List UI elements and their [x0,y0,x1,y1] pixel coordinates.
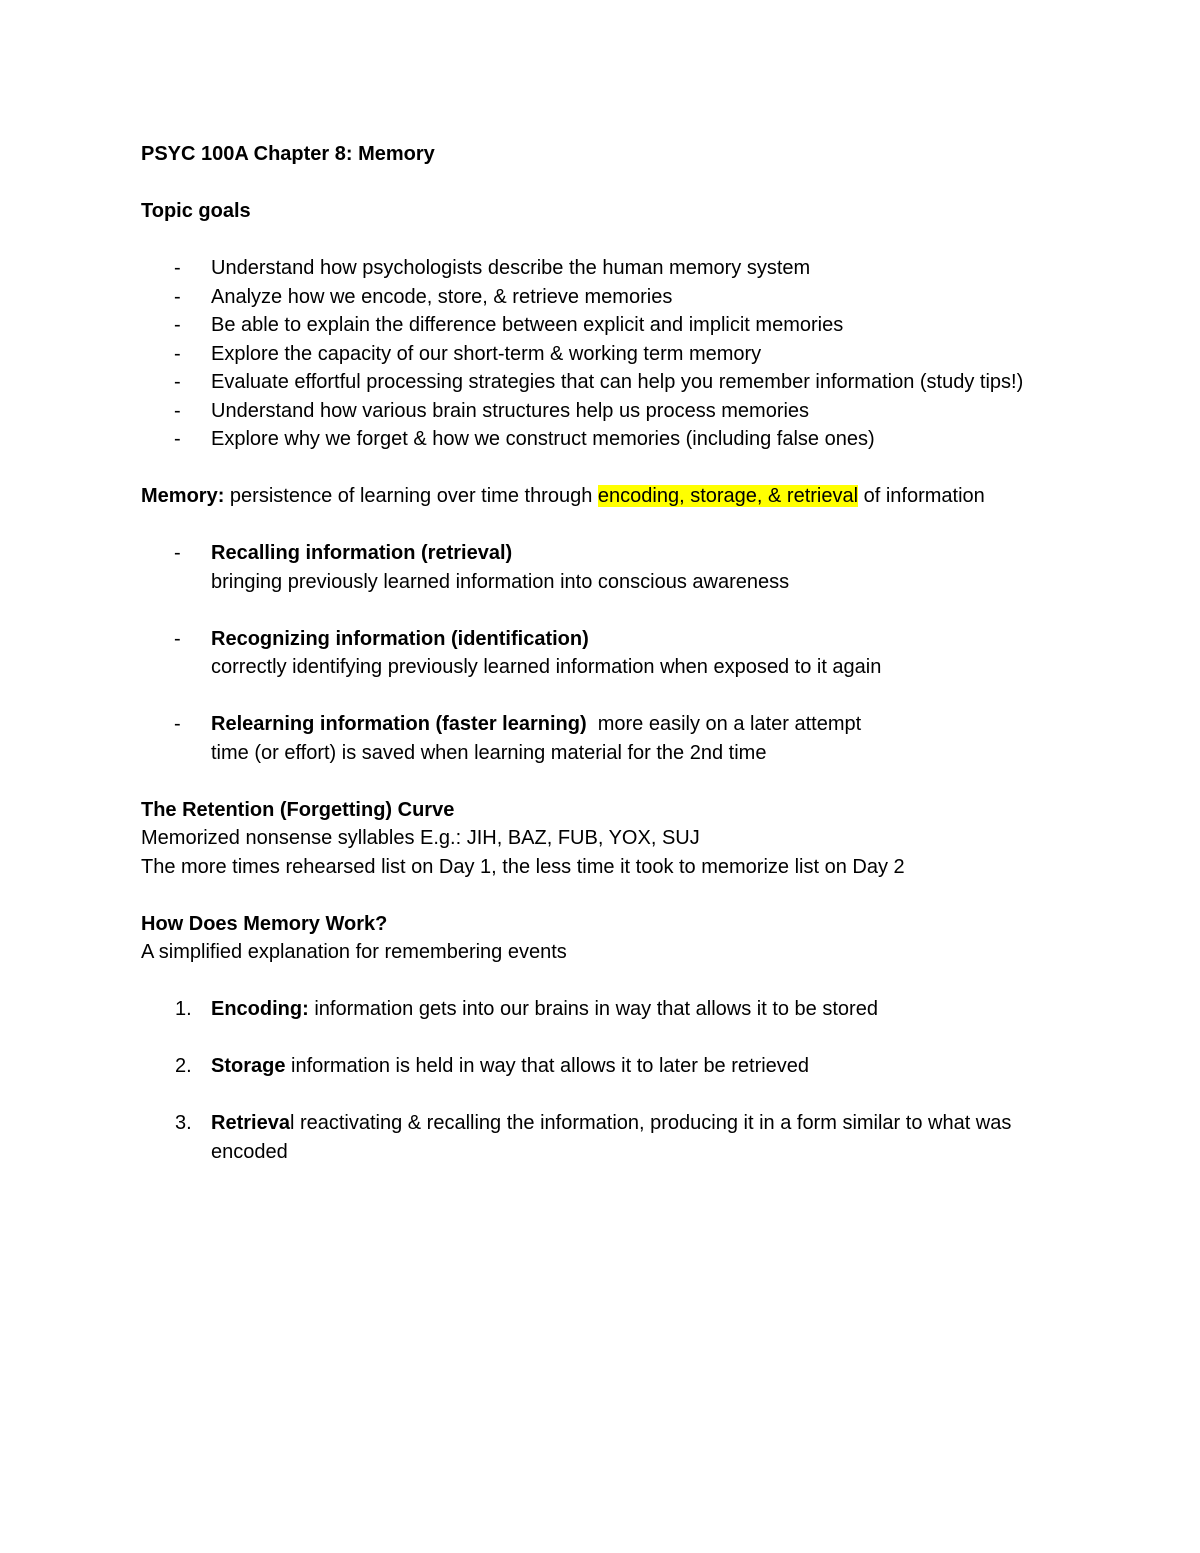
bullet-marker: - [174,285,181,308]
bullet-marker: - [174,542,181,564]
memory-text-before: persistence of learning over time through [224,485,598,507]
spacer [141,881,1061,910]
step-text: reactivating & recalling the information, producing it in a form similar to what was encoded [211,1112,1012,1163]
spacer [141,226,1061,255]
topic-goals-heading: Topic goals [141,200,251,222]
spacer [141,1081,1061,1110]
list-item [141,1109,1071,1166]
bullet-marker: - [174,257,181,279]
memory-type-extra: more easily on a later attempt [586,713,862,735]
list-item [141,340,1061,369]
bullet-marker: - [174,314,181,336]
spacer [141,169,1061,198]
spacer [141,967,1061,996]
step-text: information gets into our brains in way that allows it to be stored [308,998,878,1020]
step-term: Storage [211,1055,286,1077]
spacer [141,596,1061,625]
spacer [141,767,1061,796]
memory-types-list [141,710,1061,767]
goal-text: Explore the capacity of our short-term & working term memory [211,342,762,365]
topic-goals-list [141,254,1061,454]
goal-text: Explore why we forget & how we construct memories (including false ones) [211,428,875,450]
spacer [141,1024,1061,1053]
memory-type-heading: Relearning information (faster learning) [211,713,587,735]
memory-term: Memory: [141,485,225,507]
goal-text: Understand how various brain structures help us process memories [211,399,810,422]
list-item [141,397,1061,426]
how-memory-subtitle: A simplified explanation for remembering events [141,941,567,963]
goal-text: Analyze how we encode, store, & retrieve memories [211,285,673,308]
memory-types-list [141,625,1061,682]
retention-heading: The Retention (Forgetting) Curve [141,798,455,821]
list-item [141,254,1061,283]
list-item [141,710,1061,767]
bullet-marker: - [174,371,181,393]
list-item [141,368,1071,397]
memory-definition [141,482,1061,511]
page-title: PSYC 100A Chapter 8: Memory [141,143,435,165]
step-number: 2. [175,1055,192,1077]
memory-steps-list [141,1052,1061,1081]
memory-type-heading: Recognizing information (identification) [211,627,589,650]
goal-text: Understand how psychologists describe the human memory system [211,257,811,279]
list-item [141,995,1061,1024]
goal-text: Evaluate effortful processing strategies that can help you remember information (study tips!) [211,371,1024,393]
bullet-marker: - [174,627,181,650]
memory-type-heading: Recalling information (retrieval) [211,542,513,564]
spacer [141,454,1061,483]
step-text: information is held in way that allows it to later be retrieved [285,1055,810,1077]
spacer [141,511,1061,540]
memory-type-detail: time (or effort) is saved when learning material for the 2nd time [211,741,767,764]
step-term: Retrieva [211,1112,290,1134]
list-item [141,625,1061,682]
retention-line: The more times rehearsed list on Day 1, the less time it took to memorize list on Day 2 [141,855,905,878]
list-item [141,311,1061,340]
memory-types-list [141,539,1061,596]
step-term: Encoding: [211,998,309,1020]
memory-type-detail: bringing previously learned information into conscious awareness [211,570,790,593]
bullet-marker: - [174,342,181,365]
bullet-marker: - [174,428,181,450]
bullet-marker: - [174,399,181,422]
memory-steps-list [141,1109,1061,1166]
step-number: 3. [175,1112,192,1134]
how-memory-heading: How Does Memory Work? [141,912,388,935]
list-item [141,425,1061,454]
list-item [141,539,1061,596]
retention-line: Memorized nonsense syllables E.g.: JIH, BAZ, FUB, YOX, SUJ [141,827,700,849]
step-term-rest: l [289,1112,295,1134]
list-item [141,1052,1061,1081]
spacer [141,682,1061,711]
memory-highlight: encoding, storage, & retrieval [597,485,859,507]
goal-text: Be able to explain the difference between explicit and implicit memories [211,314,844,336]
bullet-marker: - [174,713,181,735]
document-page [141,140,1061,1166]
memory-text-after: of information [858,485,985,507]
step-number: 1. [175,998,192,1020]
list-item [141,283,1061,312]
memory-steps-list [141,995,1061,1024]
memory-type-detail: correctly identifying previously learned information when exposed to it again [211,656,882,678]
